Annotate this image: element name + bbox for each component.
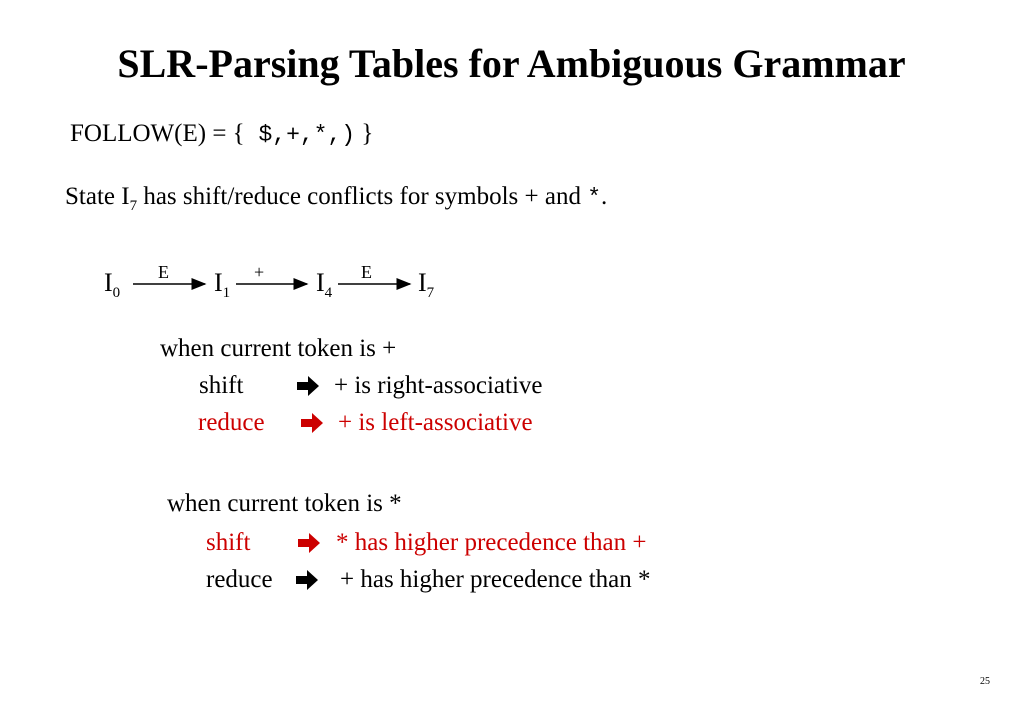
state-end: . (601, 183, 608, 210)
follow-suffix: } (355, 120, 374, 147)
star-shift-result: * has higher precedence than + (336, 529, 647, 556)
state-node-i0: $I_0$ (104, 268, 121, 301)
plus-case-heading: when current token is + (160, 335, 397, 362)
follow-symbols: $,+,*,) (244, 122, 356, 148)
state-subscript: 7 (129, 198, 138, 214)
edge-label-2: + (254, 262, 265, 282)
state-star-symbol: * (587, 185, 602, 211)
state-prefix: State I (65, 183, 130, 210)
follow-prefix: FOLLOW(E) = { (70, 120, 245, 147)
edge-label-1: E (158, 262, 169, 282)
edge-label-3: E (361, 262, 372, 282)
star-reduce-result: + has higher precedence than * (340, 566, 651, 593)
right-arrow-icon (298, 533, 320, 556)
state-node-i7: $I_7$ (418, 268, 435, 301)
state-node-i1: $I_1$ (214, 268, 231, 301)
plus-reduce-result: + is left-associative (338, 409, 533, 436)
right-arrow-icon (296, 570, 318, 593)
right-arrow-icon (301, 413, 323, 436)
star-shift-label: shift (206, 529, 251, 556)
page-number: 25 (980, 676, 990, 687)
plus-shift-label: shift (199, 372, 244, 399)
slide-title: SLR-Parsing Tables for Ambiguous Grammar (117, 41, 906, 86)
star-case-heading: when current token is * (167, 490, 402, 517)
plus-shift-result: + is right-associative (334, 372, 543, 399)
star-reduce-label: reduce (206, 566, 273, 593)
plus-reduce-label: reduce (198, 409, 265, 436)
right-arrow-icon (297, 376, 319, 399)
state-node-i4: $I_4$ (316, 268, 333, 301)
state-middle: has shift/reduce conflicts for symbols + and (137, 183, 588, 210)
